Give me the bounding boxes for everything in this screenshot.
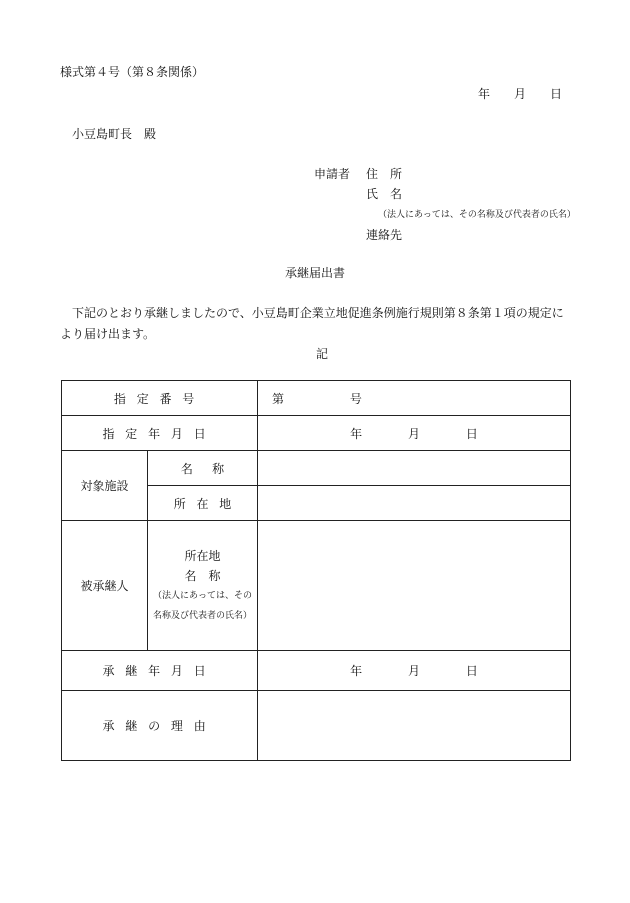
facility-location-label: 所在地 xyxy=(173,496,243,511)
predecessor-location-label: 所在地 xyxy=(184,548,221,563)
facility-location-label-cell xyxy=(148,486,258,521)
facility-location-value-cell[interactable] xyxy=(258,486,571,521)
succession-date-value-cell[interactable] xyxy=(258,651,571,691)
predecessor-name-label: 名 称 xyxy=(184,568,221,583)
applicant-name-label: 氏 名 xyxy=(366,187,403,201)
predecessor-note-line-1: （法人にあっては、その xyxy=(153,590,252,601)
row-designation-number xyxy=(62,381,571,416)
facility-label-cell xyxy=(62,451,148,521)
facility-name-label: 名称 xyxy=(180,461,244,476)
predecessor-value-cell[interactable] xyxy=(258,521,571,651)
row-facility-name xyxy=(62,451,571,486)
succession-year: 年 xyxy=(350,664,363,678)
predecessor-label-cell xyxy=(62,521,148,651)
designation-number-value-cell[interactable] xyxy=(258,381,571,416)
addressee: 小豆島町長 殿 xyxy=(72,127,157,141)
designation-day: 日 xyxy=(465,426,478,441)
designation-month: 月 xyxy=(408,426,421,441)
row-succession-reason xyxy=(62,691,571,761)
number-suffix: 号 xyxy=(349,391,362,406)
designation-number-label: 指定番号 xyxy=(113,391,206,406)
designation-number-label-cell xyxy=(62,381,258,416)
succession-form-table xyxy=(61,380,571,761)
ki-heading: 記 xyxy=(316,347,329,361)
succession-date-label: 承継年月日 xyxy=(102,664,217,678)
applicant-role-label: 申請者 xyxy=(314,167,351,181)
document-title: 承継届出書 xyxy=(285,266,346,280)
facility-name-label-cell xyxy=(148,451,258,486)
facility-name-value-cell[interactable] xyxy=(258,451,571,486)
applicant-contact-label: 連絡先 xyxy=(366,228,403,242)
designation-date-label: 指定年月日 xyxy=(102,426,217,441)
predecessor-detail-cell xyxy=(148,521,258,651)
facility-label: 対象施設 xyxy=(80,479,129,493)
row-designation-date xyxy=(62,416,571,451)
date-line: 年 月 日 xyxy=(478,87,563,101)
applicant-corp-note: （法人にあっては、その名称及び代表者の氏名） xyxy=(378,210,576,220)
body-line-1: 下記のとおり承継しましたので、小豆島町企業立地促進条例施行規則第８条第１項の規定に xyxy=(72,306,564,320)
predecessor-note-line-2: 名称及び代表者の氏名） xyxy=(153,610,253,621)
succession-reason-label: 承継の理由 xyxy=(102,719,217,733)
applicant-address-label: 住 所 xyxy=(366,167,403,181)
succession-month: 月 xyxy=(408,664,421,678)
designation-year: 年 xyxy=(350,426,363,441)
form-number: 様式第４号（第８条関係） xyxy=(60,65,205,79)
row-predecessor xyxy=(62,521,571,651)
succession-date-label-cell xyxy=(62,651,258,691)
body-line-2: より届け出ます。 xyxy=(60,327,156,341)
succession-reason-value-cell[interactable] xyxy=(258,691,571,761)
succession-reason-label-cell xyxy=(62,691,258,761)
predecessor-label: 被承継人 xyxy=(80,579,129,593)
designation-date-value-cell[interactable] xyxy=(258,416,571,451)
succession-day: 日 xyxy=(465,664,478,678)
designation-date-label-cell xyxy=(62,416,258,451)
row-succession-date xyxy=(62,651,571,691)
number-prefix: 第 xyxy=(272,391,285,406)
